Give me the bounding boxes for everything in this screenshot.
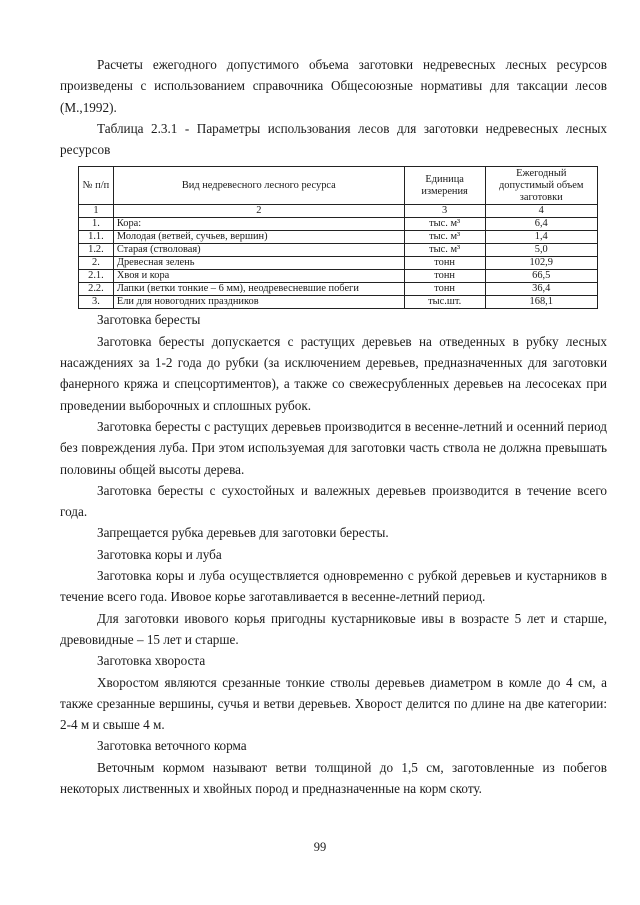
row-unit: тонн: [404, 257, 485, 270]
row-name: Древесная зелень: [113, 257, 404, 270]
col-number: 4: [485, 205, 598, 218]
row-unit: тонн: [404, 270, 485, 283]
page-number: 99: [313, 840, 327, 854]
col-number: 1: [79, 205, 114, 218]
row-num: 2.: [79, 257, 114, 270]
row-unit: тыс.шт.: [404, 296, 485, 309]
table-row: [79, 270, 598, 283]
table-row: [79, 218, 598, 231]
row-unit: тыс. м³: [404, 244, 485, 257]
row-value: 168,1: [485, 296, 598, 309]
feed-paragraph-1: Веточным кормом называют ветви толщиной до 1,5 см, заготовленные из побегов некоторых лиственных и хвойных пород и предназначенные на корм скоту.: [60, 759, 607, 797]
birch-paragraph-2: Заготовка бересты с растущих деревьев производится в весенне-летний и осенний период без повреждения луба. При этом используемая для заготовки часть ствола не должна превышать половины общей высоты дерева.: [60, 418, 607, 477]
document-page: [60, 54, 607, 799]
row-name: Молодая (ветвей, сучьев, вершин): [113, 231, 404, 244]
row-value: 1,4: [485, 231, 598, 244]
birch-paragraph-4: Запрещается рубка деревьев для заготовки бересты.: [97, 525, 389, 541]
header-num: № п/п: [79, 167, 114, 205]
section-heading-birch: Заготовка бересты: [97, 312, 201, 328]
table-caption: Таблица 2.3.1 - Параметры использования лесов для заготовки недревесных лесных ресурсов: [60, 120, 607, 158]
row-num: 2.1.: [79, 270, 114, 283]
row-name: Ели для новогодних праздников: [113, 296, 404, 309]
col-number: 2: [113, 205, 404, 218]
row-value: 66,5: [485, 270, 598, 283]
section-heading-feed: Заготовка веточного корма: [97, 738, 247, 754]
section-heading-bark: Заготовка коры и луба: [97, 546, 222, 562]
header-type: Вид недревесного лесного ресурса: [113, 167, 404, 205]
header-unit: Единица измерения: [404, 167, 485, 205]
bark-paragraph-1: Заготовка коры и луба осуществляется одновременно с рубкой деревьев и кустарников в течение всего года. Ивовое корье заготавливается в весенне-летний период.: [60, 568, 607, 605]
row-value: 36,4: [485, 283, 598, 296]
row-num: 1.: [79, 218, 114, 231]
table-row: [79, 257, 598, 270]
row-name: Старая (стволовая): [113, 244, 404, 257]
row-name: Кора:: [113, 218, 404, 231]
table-row: [79, 244, 598, 257]
row-num: 3.: [79, 296, 114, 309]
row-value: 102,9: [485, 257, 598, 270]
table-row: [79, 283, 598, 296]
section-heading-brushwood: Заготовка хвороста: [97, 653, 206, 669]
row-unit: тонн: [404, 283, 485, 296]
resources-table: [78, 166, 598, 309]
table-header-row: [79, 167, 598, 205]
row-value: 6,4: [485, 218, 598, 231]
row-name: Лапки (ветки тонкие – 6 мм), неодревесневшие побеги: [113, 283, 404, 296]
table-row: [79, 296, 598, 309]
intro-paragraph: Расчеты ежегодного допустимого объема заготовки недревесных лесных ресурсов произведены с использованием справочника Общесоюзные нормативы для таксации лесов (М.,1992).: [60, 57, 607, 115]
header-volume: Ежегодный допустимый объем заготовки: [485, 167, 598, 205]
row-num: 2.2.: [79, 283, 114, 296]
row-num: 1.1.: [79, 231, 114, 244]
column-number-row: [79, 205, 598, 218]
bark-paragraph-2: Для заготовки ивового корья пригодны кустарниковые ивы в возрасте 5 лет и старше, древовидные – 15 лет и старше.: [60, 610, 607, 647]
brushwood-paragraph-1: Хворостом являются срезанные тонкие стволы деревьев диаметром в комле до 4 см, а также срезанные вершины, сучья и ветви деревьев. Хворост делится по длине на две категории: 2-4 м и свыше 4 м.: [60, 674, 607, 733]
row-num: 1.2.: [79, 244, 114, 257]
row-name: Хвоя и кора: [113, 270, 404, 283]
col-number: 3: [404, 205, 485, 218]
table-row: [79, 231, 598, 244]
row-unit: тыс. м³: [404, 231, 485, 244]
birch-paragraph-3: Заготовка бересты с сухостойных и валежных деревьев производится в течение всего года.: [60, 482, 607, 520]
row-unit: тыс. м³: [404, 218, 485, 231]
row-value: 5,0: [485, 244, 598, 257]
birch-paragraph-1: Заготовка бересты допускается с растущих деревьев на отведенных в рубку лесных насаждениях за 1-2 года до рубки (за исключением деревьев, предназначенных для заготовки фанерного кряжа и спецсортиментов), а также со свежесрубленных деревьев на лесосеках при проведении выборочных и сплошных рубок.: [60, 333, 607, 413]
